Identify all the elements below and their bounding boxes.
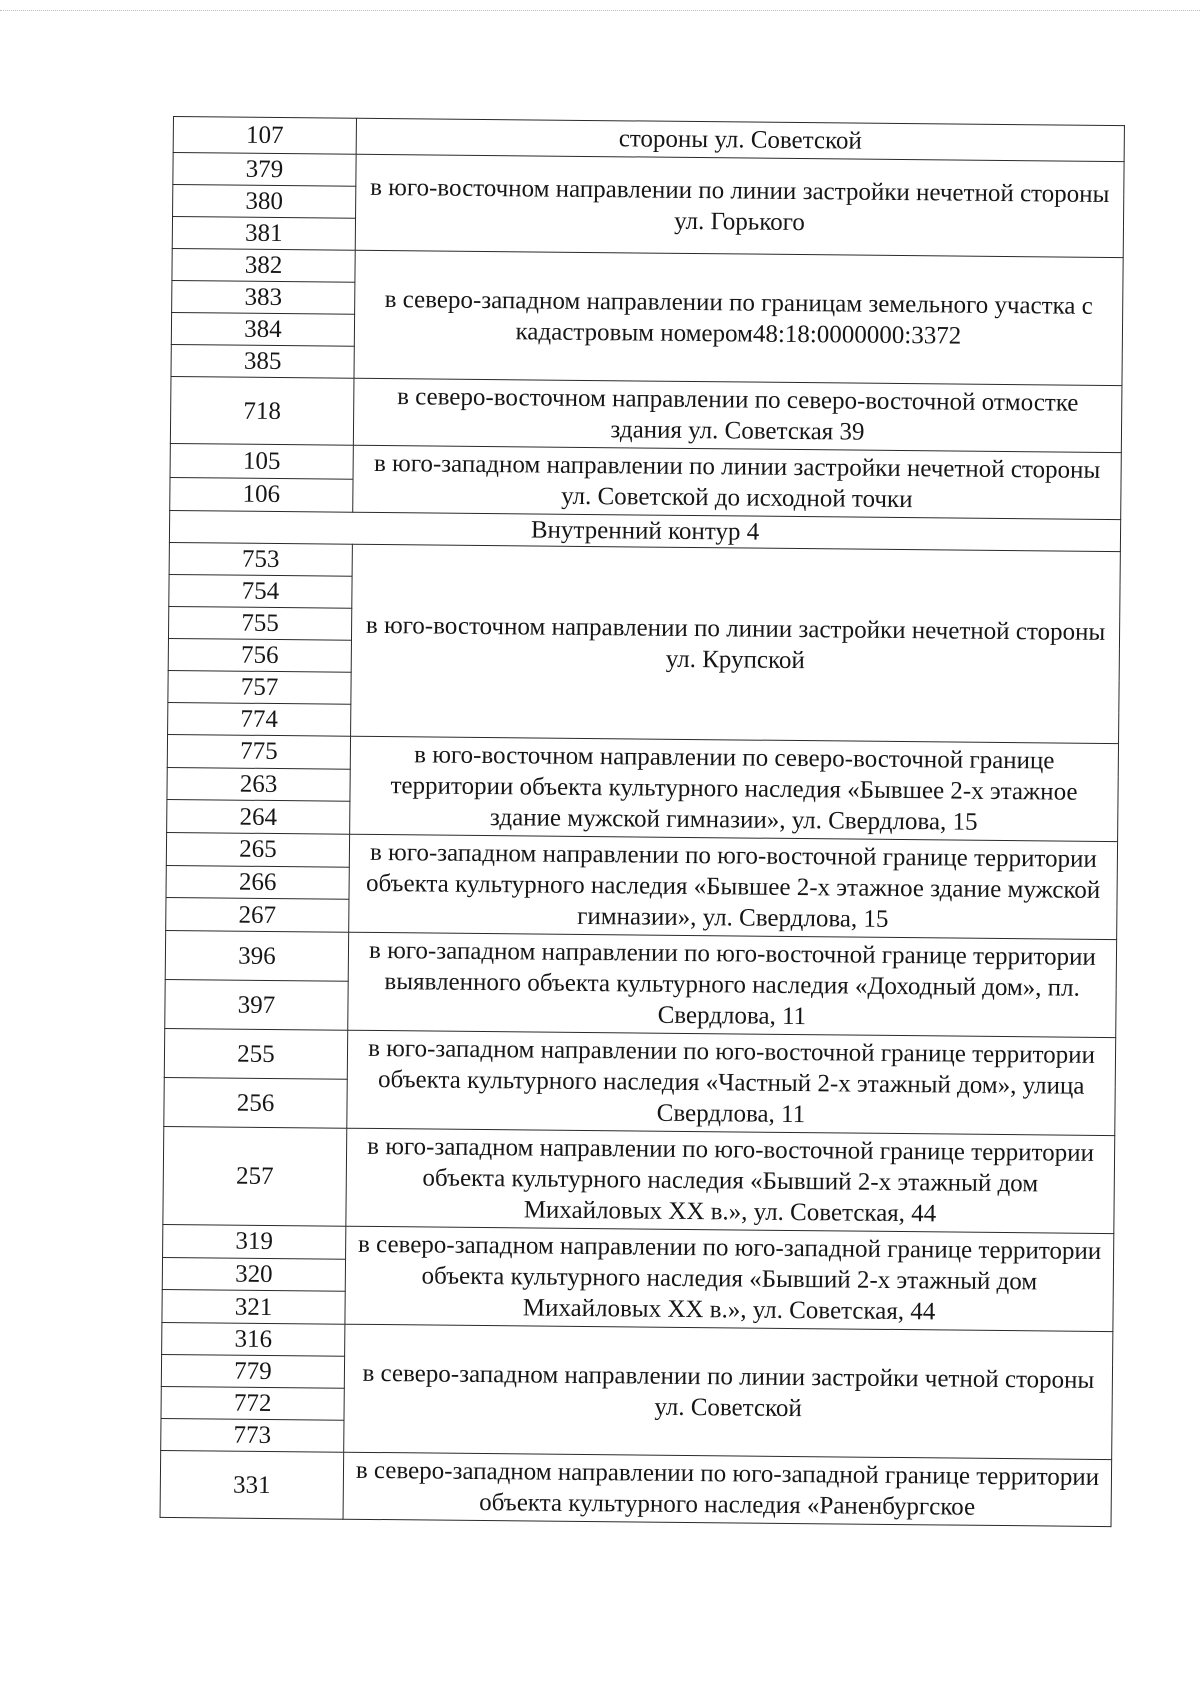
boundary-description: в северо-западном направлении по линии застройки четной стороны ул. Советской <box>344 1324 1113 1459</box>
boundary-description: в юго-западном направлении по юго-восточной границе территории выявленного объекта культурного наследия «Доходный дом», пл. Свердлова, 11 <box>348 932 1117 1037</box>
boundary-description: в юго-западном направлении по юго-восточной границе территории объекта культурного наследия «Бывший 2-х этажный дом Михайловых XX в.», ул. Советская, 44 <box>346 1128 1115 1233</box>
section-title: Внутренний контур 4 <box>169 510 1120 551</box>
boundary-description: в юго-восточном направлении по линии застройки нечетной стороны ул. Крупской <box>351 544 1121 743</box>
scan-edge-line <box>0 10 1200 11</box>
point-number: 775 <box>167 734 350 768</box>
point-number: 753 <box>169 542 352 576</box>
boundary-description: в юго-западном направлении по юго-восточной границе территории объекта культурного наследия «Частный 2-х этажный дом», улица Свердлова, 11 <box>347 1030 1116 1135</box>
point-number: 264 <box>167 800 350 834</box>
boundary-description: в северо-западном направлении по юго-западной границе территории объекта культурного наследия «Раненбургское <box>343 1452 1112 1526</box>
point-number: 265 <box>166 832 349 866</box>
point-number: 718 <box>170 376 354 445</box>
point-number: 757 <box>168 670 351 704</box>
boundary-description: в юго-восточном направлении по линии застройки нечетной стороны ул. Горького <box>355 154 1124 257</box>
boundary-description: в северо-восточном направлении по северо-восточной отмостке здания ул. Советская 39 <box>353 378 1122 452</box>
point-number: 266 <box>166 865 349 899</box>
boundary-description: стороны ул. Советской <box>356 118 1124 161</box>
point-number: 756 <box>168 638 351 672</box>
point-number: 396 <box>165 930 348 981</box>
point-number: 255 <box>164 1028 347 1079</box>
point-number: 257 <box>163 1126 347 1226</box>
point-number: 316 <box>162 1322 345 1356</box>
point-number: 385 <box>171 344 354 378</box>
table-row <box>170 376 1122 452</box>
point-number: 331 <box>160 1450 344 1519</box>
point-number: 105 <box>170 443 353 478</box>
point-number: 107 <box>173 117 356 155</box>
point-number: 779 <box>161 1354 344 1388</box>
point-number: 382 <box>172 248 355 282</box>
point-number: 319 <box>163 1224 346 1258</box>
boundary-description: в юго-восточном направлении по северо-восточной границе территории объекта культурного наследия «Бывшее 2-х этажное здание мужской гимназии», ул. Свердлова, 15 <box>350 736 1119 841</box>
point-number: 384 <box>171 312 354 346</box>
point-number: 397 <box>165 979 348 1030</box>
point-number: 267 <box>166 898 349 932</box>
point-number: 263 <box>167 767 350 801</box>
boundary-description: в юго-западном направлении по линии застройки нечетной стороны ул. Советской до исходной точки <box>353 445 1122 519</box>
point-number: 380 <box>173 185 356 219</box>
boundary-table-body <box>160 117 1124 1527</box>
point-number: 106 <box>170 477 353 512</box>
boundary-description: в юго-западном направлении по юго-восточной границе территории объекта культурного наследия «Бывшее 2-х этажное здание мужской гимназии», ул. Свердлова, 15 <box>349 834 1118 939</box>
boundary-description: в северо-западном направлении по границам земельного участка с кадастровым номером48:18:0000000:3372 <box>354 250 1123 385</box>
point-number: 320 <box>162 1257 345 1291</box>
point-number: 774 <box>168 702 351 736</box>
point-number: 381 <box>172 217 355 251</box>
boundary-table <box>160 116 1125 1527</box>
point-number: 773 <box>161 1418 344 1452</box>
point-number: 755 <box>168 606 351 640</box>
table-row <box>160 1450 1112 1526</box>
boundary-description: в северо-западном направлении по юго-западной границе территории объекта культурного наследия «Бывший 2-х этажный дом Михайловых XX в.», ул. Советская, 44 <box>345 1226 1114 1331</box>
table-row <box>163 1126 1115 1233</box>
point-number: 321 <box>162 1290 345 1324</box>
point-number: 383 <box>172 280 355 314</box>
point-number: 754 <box>169 574 352 608</box>
point-number: 772 <box>161 1386 344 1420</box>
point-number: 256 <box>164 1077 347 1128</box>
point-number: 379 <box>173 153 356 187</box>
